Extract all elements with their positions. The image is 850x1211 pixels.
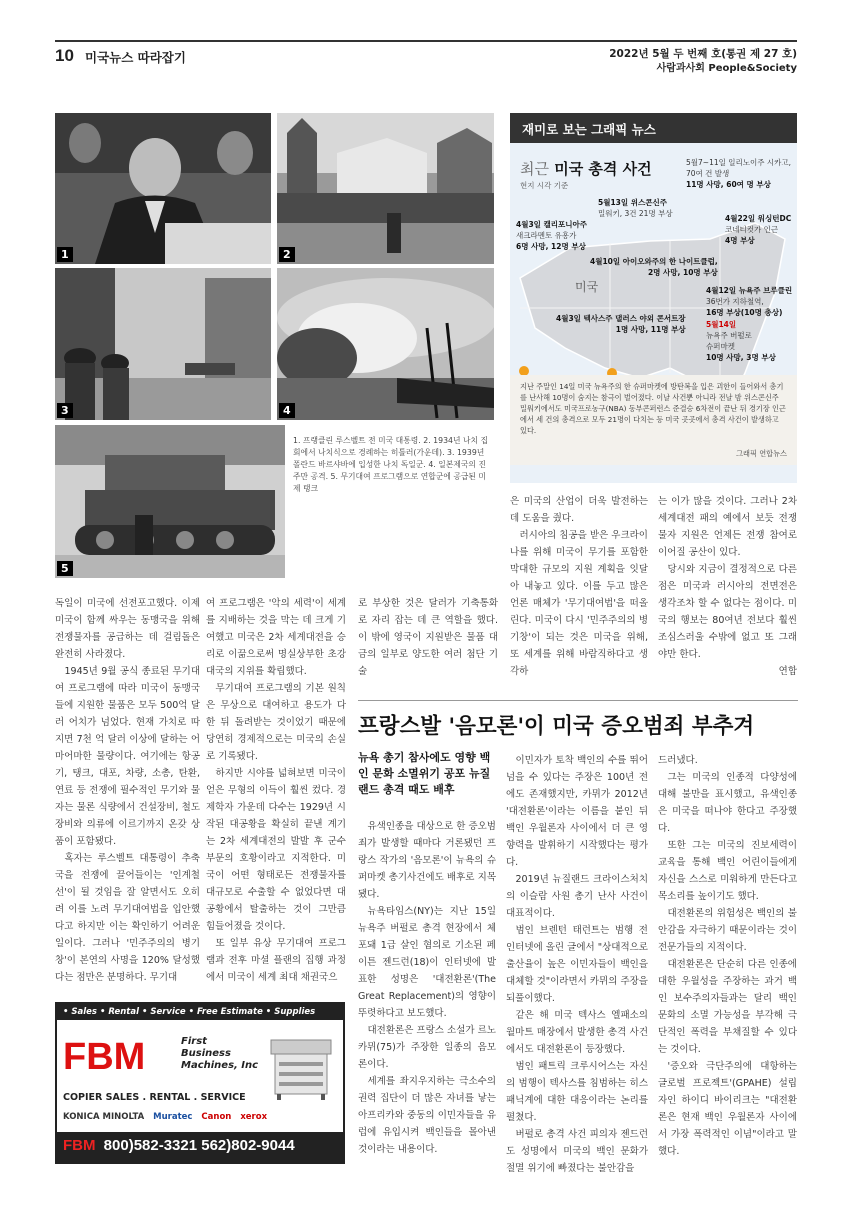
photo-caption: 1. 프랭클린 루스벨트 전 미국 대통령. 2. 1934년 나치 집회에서 나치식으로 경례하는 히틀러(가운데). 3. 1939년 폴란드 바르샤바에 입성한 나치 독일군. 4. 일본제국의 진주만 공격. 5. 무기대여 프로그램으로 연합군에 공급된 미제 탱크	[293, 436, 489, 493]
paragraph: 여 프로그램은 '악의 세력'이 세계를 지배하는 것을 막는 데 크게 기여했고 미국은 2차 세계대전을 승리로 이끎으로써 명실상부한 초강대국의 지위를 확립했다.	[206, 598, 346, 677]
paragraph: 드러냈다.	[658, 755, 698, 766]
ad-services: COPIER SALES . RENTAL . SERVICE	[63, 1092, 246, 1103]
infographic-credit: 그래픽 연합뉴스	[736, 449, 787, 458]
event-dallas: 4월3일 텍사스주 댈러스 야외 콘서트장 1명 사망, 11명 부상	[556, 314, 686, 334]
event-sacramento: 4월3일 캘리포니아주 새크라멘토 유흥가 6명 사망, 12명 부상	[516, 220, 588, 251]
photo-roosevelt	[55, 113, 271, 264]
country-label: 미국	[575, 280, 599, 294]
fbm-advertisement[interactable]	[55, 1002, 345, 1164]
roosevelt-image	[55, 113, 271, 264]
copier-icon	[267, 1032, 335, 1102]
paragraph: 그는 미국의 인종적 다양성에 대해 불만을 표시했고, 유색인종은 미국을 떠나야 한다고 주장했다.	[658, 772, 797, 834]
phone-numbers[interactable]: 800)582-3321 562)802-9044	[103, 1137, 295, 1154]
paragraph: 세계를 좌지우지하는 극소수의 권력 집단이 더 많은 자녀를 낳는 아프리카와 중동의 이민자들을 유럽에 유입시켜 백인들을 몰아낸 것이라는 내용이다.	[358, 1076, 496, 1155]
paragraph: 혹자는 루스벨트 대통령이 추축국을 전쟁에 끌어들이는 '인계철선'이 될 것임을 잘 알면서도 오히려 이를 노려 무기대여법을 입안했다고 하지만 이는 확인하기 어려운 일이다. 그러나 '민주주의의 병기창'이 본연의 사명을 120% 달성했다는 점만은 분명하다. 무기대	[55, 853, 200, 983]
ad-phone-bar[interactable]	[57, 1132, 343, 1162]
company-name: First Business Machines, Inc	[181, 1036, 259, 1071]
paragraph: 은 미국의 산업이 더욱 발전하는 데 도움을 줬다.	[510, 496, 648, 524]
page-number: 10	[55, 46, 74, 65]
rally-image	[277, 113, 494, 264]
paragraph: 유색인종을 대상으로 한 증오범죄가 발생할 때마다 거론됐던 프랑스 작가의 '음모론'이 뉴욕의 슈퍼마켓 총기사건에도 배후로 지목됐다.	[358, 821, 496, 900]
paragraph: 또 일부 유상 무기대여 프로그램과 전후 마셜 플랜의 집행 과정에서 미국이 세계 최대 채권국으	[206, 938, 346, 983]
infographic	[510, 113, 797, 465]
paragraph: 무기대여 프로그램의 기본 원칙은 무상으로 대여하고 용도가 다한 뒤 돌려받는 것이었기 때문에 당연히 경제적으로는 미국의 손실로 기록됐다.	[206, 683, 346, 762]
pearl-harbor-image	[277, 268, 494, 420]
ad-services-bar: • Sales • Rental • Service • Free Estimate • Supplies	[57, 1004, 343, 1020]
photo-number: 5	[57, 561, 73, 576]
fbm-logo: FBM	[63, 1036, 146, 1078]
event-brooklyn: 4월12일 뉴욕주 브루클린 36번가 지하철역, 16명 부상(10명 총상)	[706, 286, 793, 317]
photo-number: 2	[279, 247, 295, 262]
troops-image	[55, 268, 271, 420]
brand-list	[63, 1112, 273, 1122]
paragraph: 로 부상한 것은 달러가 기축통화로 자리 잡는 데 큰 역할을 했다. 이 밖에 영국이 지원받은 물품 대금의 일부로 양도한 여러 첨단 기술	[358, 598, 498, 677]
article2-column-3	[658, 752, 797, 1160]
article1-column-1	[55, 595, 200, 986]
infographic-description: 지난 주말인 14일 미국 뉴욕주의 한 슈퍼마켓에 방탄복을 입은 괴한이 들어와서 총기를 난사해 10명이 숨지는 참극이 벌어졌다. 이날 사건뿐 아니라 전날 밤 위스콘신주 밀워키에서도 미국프로농구(NBA) 동부콘퍼런스 준결승 6차전이 끝난 뒤 경기장 인근에서 세 건의 총격으로 모두 21명이 다치는 등 미국 곳곳에서 총격 사건이 발생하고 있다.	[510, 375, 797, 465]
photo-number: 3	[57, 403, 73, 418]
fbm-logo-small: FBM	[63, 1137, 96, 1154]
infographic-title	[520, 158, 652, 179]
photo-warsaw-troops	[55, 268, 271, 420]
paragraph: 또한 그는 미국의 진보세력이 교육을 통해 백인 어린이들에게 자신을 스스로 미워하게 만든다고 목소리를 높이기도 했다.	[658, 840, 797, 902]
event-washington: 4월22일 워싱턴DC 코네티컷가 인근 4명 부상	[725, 214, 792, 245]
article1-column-4	[510, 493, 648, 680]
paragraph: 뉴욕타임스(NY)는 지난 15일 뉴욕주 버펄로 총격 현장에서 체포돼 1급 살인 혐의로 기소된 페이튼 젠드런(18)이 인터넷에 발표한 성명은 '대전환론'(The Great Replacement)의 영향이 뚜렷하다고 보도했다.	[358, 906, 496, 1019]
paragraph: '증오와 극단주의에 대항하는 글로벌 프로젝트'(GPAHE) 설립자인 하이디 바이리크는 "대전환론은 현재 백인 우월론자 사이에서 가장 폭력적인 이념"이라고 말했다.	[658, 1061, 797, 1157]
paragraph: 2019년 뉴질랜드 크라이스처치의 이슬람 사원 총기 난사 사건이 대표적이다.	[506, 874, 648, 919]
paragraph: 러시아의 침공을 받은 우크라이나를 위해 미국이 무기를 포함한 막대한 규모의 지원 계획을 잇달아 내놓고 있다. 이를 두고 많은 언론 매체가 '무기대여법'을 떠올린다. 미국이 다시 '민주주의의 병기창'이 되는 것은 미국을 위해, 또 세계를 위해 바람직하다고 생각하	[510, 530, 648, 677]
paragraph: 1945년 9월 공식 종료된 무기대여 프로그램에 따라 미국이 동맹국들에 지원한 물품은 모두 500억 달러 어치가 넘었다. 현재 가치로 따지면 7천 억 달러 이상에 달하는 어마어마한 물량이다. 여기에는 항공기, 탱크, 대포, 차량, 소총, 탄환, 연료 등 전쟁에 필수적인 무기와 물자는 물론 식량에서 건설장비, 철도장비와 의류에 이르기까지 온갖 상품이 포함됐다.	[55, 666, 200, 847]
brand-konica: KONICA MINOLTA	[63, 1112, 145, 1122]
paragraph: 는 이가 많을 것이다. 그러나 2차 세계대전 패의 예에서 보듯 전쟁물자 지원은 언제든 전쟁 참여로 이어질 공산이 있다.	[658, 496, 797, 558]
photo-pearl-harbor	[277, 268, 494, 420]
brand-muratec: Muratec	[153, 1112, 193, 1122]
event-chicago: 5월7~11일 일리노이주 시카고, 70여 건 발생 11명 사망, 60여 명 부상	[686, 158, 791, 189]
tank-image	[55, 425, 285, 578]
title-light: 최근	[520, 160, 549, 178]
brand-canon: Canon	[201, 1112, 232, 1122]
paragraph: 대전환론은 프랑스 소설가 르노 카뮈(75)가 주장한 일종의 음모론이다.	[358, 1025, 496, 1070]
paragraph: 같은 해 미국 텍사스 엘패소의 월마트 매장에서 발생한 총격 사건에서도 대전환론이 등장했다.	[506, 1010, 648, 1055]
infographic-header: 재미로 보는 그래픽 뉴스	[510, 113, 797, 143]
article1-column-2	[206, 595, 346, 986]
paragraph: 독일이 미국에 선전포고했다. 이제 미국이 함께 싸우는 동맹국을 위해 전쟁물자를 공급하는 데 걸림돌은 완전히 사라졌다.	[55, 598, 200, 660]
paper-name: 사람과사회 People&Society	[656, 63, 797, 74]
page-header	[55, 40, 797, 72]
event-iowa: 4월10일 아이오와주의 한 나이트클럽, 2명 사망, 10명 부상	[590, 257, 718, 277]
event-buffalo: 5월14일 뉴욕주 버펄로 슈퍼마켓 10명 사망, 3명 부상	[706, 320, 776, 362]
article1-column-3	[358, 595, 498, 680]
issue-info: 2022년 5월 두 번째 호(통권 제 27 호)	[609, 48, 797, 60]
paragraph: 버펄로 총격 사건 피의자 젠드런도 성명에서 미국의 백인 문화가 절멸 위기에 빠졌다는 불안감을	[506, 1129, 648, 1174]
photo-number: 1	[57, 247, 73, 262]
paragraph: 범인 브렌턴 태런트는 범행 전 인터넷에 올린 글에서 "상대적으로 출산율이 높은 이민자들이 백인을 대체할 것"이라면서 카뮈의 주장을 되풀이했다.	[506, 925, 648, 1004]
photo-tank	[55, 425, 285, 578]
paragraph: 대전환론은 단순히 다른 인종에 대한 우월성을 주장하는 과거 백인 보수주의자들과는 달리 백인 문화의 소멸 가능성을 부각해 극단적인 폭력을 부채질할 수 있다는 것이다.	[658, 959, 797, 1055]
paragraph: 범인 패트릭 크루시어스는 자신의 범행이 텍사스를 침범하는 히스패닉계에 대한 대응이라는 논리를 펼쳤다.	[506, 1061, 648, 1123]
article2-column-1	[358, 818, 496, 1158]
event-milwaukee: 5월13일 위스콘신주 밀워키, 3건 21명 부상	[598, 198, 673, 218]
section-title: 미국뉴스 따라잡기	[85, 50, 186, 65]
paragraph: 대전환론의 위험성은 백인의 불안감을 자극하기 때문이라는 것이 전문가들의 지적이다.	[658, 908, 797, 953]
article2-column-2	[506, 752, 648, 1177]
article2-subhead: 뉴욕 총기 참사에도 영향 백인 문화 소멸위기 공포 뉴질랜드 총격 때도 배후	[358, 751, 491, 796]
infographic-subtitle: 현지 시각 기준	[520, 181, 569, 190]
brand-xerox: xerox	[240, 1112, 268, 1122]
paragraph: 하지만 시야를 넓혀보면 미국이 얻은 무형의 이득이 훨씬 컸다. 경제학자 가운데 다수는 1929년 시작된 대공황을 확실히 끝낸 계기는 2차 세계대전의 발발 후 군수부문의 호황이라고 지적한다. 미국이 어떤 형태로든 전쟁물자를 대규모로 수출할 수 없었다면 대공황에서 탈출하는 것이 그만큼 힘들어졌을 것이다.	[206, 768, 346, 932]
paragraph: 당시와 지금이 결정적으로 다른 점은 미국과 러시아의 전면전은 생각조차 할 수 없다는 점이다. 미국의 행보는 80여년 전보다 훨씬 조심스러울 수밖에 없고 또 그래야만 한다.	[658, 564, 797, 660]
photo-number: 4	[279, 403, 295, 418]
article1-column-5	[658, 493, 797, 680]
article2-headline: 프랑스발 '음모론'이 미국 증오범죄 부추겨	[358, 700, 798, 740]
photo-nazi-rally	[277, 113, 494, 264]
title-bold: 미국 총격 사건	[554, 160, 652, 178]
paragraph: 이민자가 토착 백인의 수를 뛰어넘을 수 있다는 주장은 100년 전에도 존재했지만, 카뮈가 2012년 '대전환론'이라는 이름을 붙인 뒤 백인 우월론자 사이에서 더 큰 영향력을 발휘하기 시작했다는 평가다.	[506, 755, 648, 868]
article-credit: 연합	[778, 666, 797, 677]
